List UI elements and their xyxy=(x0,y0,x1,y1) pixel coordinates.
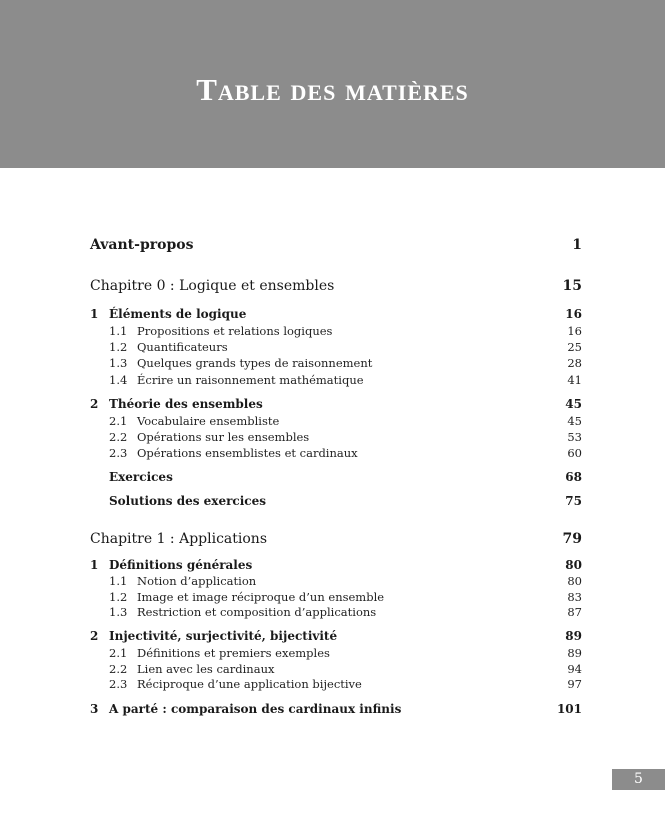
toc-section-label: A parté : comparaison des cardinaux infinis xyxy=(109,702,402,716)
toc-section-number: 1 xyxy=(90,558,99,572)
toc-subsection-label: Image et image réciproque d’un ensemble xyxy=(137,590,385,604)
toc-subsection-number: 2.2 xyxy=(109,430,128,444)
toc-section-number: 3 xyxy=(90,702,99,716)
toc-subsection-page: 25 xyxy=(567,340,582,354)
toc-subsection-label: Notion d’application xyxy=(137,574,257,588)
toc-subsection-number: 2.1 xyxy=(109,646,128,660)
toc-chapter-page: 79 xyxy=(562,531,582,547)
toc-chapter-0[interactable] xyxy=(90,278,582,296)
toc-subsection-page: 94 xyxy=(567,662,582,676)
toc-subsection-number: 2.3 xyxy=(109,677,128,691)
toc-subsection-number: 1.2 xyxy=(109,590,128,604)
toc-subsection-label: Quelques grands types de raisonnement xyxy=(137,356,373,370)
toc-subsection-number: 1.1 xyxy=(109,574,128,588)
page-title: Table des matières xyxy=(196,72,469,107)
toc-section-page: 80 xyxy=(565,558,582,572)
toc-entry-page: 1 xyxy=(572,237,582,253)
toc-section-label: Injectivité, surjectivité, bijectivité xyxy=(109,629,338,643)
toc-subsection[interactable] xyxy=(90,356,582,374)
toc-section-label: Théorie des ensembles xyxy=(109,397,263,411)
toc-subsection-number: 2.3 xyxy=(109,446,128,460)
toc-subsection-page: 97 xyxy=(567,677,582,691)
toc-section-label: Éléments de logique xyxy=(109,307,247,321)
toc-solutions-label: Solutions des exercices xyxy=(109,494,266,508)
toc-subsection-page: 41 xyxy=(567,373,582,387)
toc-subsection-number: 1.1 xyxy=(109,324,128,338)
toc-exercises-label: Exercices xyxy=(109,470,173,484)
toc-subsection-page: 16 xyxy=(567,324,582,338)
toc-section-page: 101 xyxy=(556,702,582,716)
toc-section-page: 45 xyxy=(565,397,582,411)
toc-chapter-page: 15 xyxy=(562,278,582,294)
toc-section-number: 1 xyxy=(90,307,99,321)
toc-subsection-label: Opérations ensemblistes et cardinaux xyxy=(137,446,358,460)
toc-subsection-label: Lien avec les cardinaux xyxy=(137,662,275,676)
toc-subsection-label: Définitions et premiers exemples xyxy=(137,646,330,660)
toc-section-number: 2 xyxy=(90,629,99,643)
toc-chapter-label: Chapitre 0 : Logique et ensembles xyxy=(90,278,335,294)
toc-exercises[interactable] xyxy=(90,470,582,488)
toc-section[interactable] xyxy=(90,702,582,720)
toc-subsection-page: 83 xyxy=(567,590,582,604)
toc-subsection-number: 1.3 xyxy=(109,356,128,370)
toc-subsection-label: Quantificateurs xyxy=(137,340,228,354)
toc-subsection[interactable] xyxy=(90,446,582,464)
toc-subsection[interactable] xyxy=(90,677,582,695)
toc-entry-label: Avant-propos xyxy=(90,237,194,253)
page-number-badge: 5 xyxy=(612,769,665,790)
toc-subsection-label: Écrire un raisonnement mathématique xyxy=(137,373,364,387)
toc-section-label: Définitions générales xyxy=(109,558,253,572)
toc-subsection-label: Opérations sur les ensembles xyxy=(137,430,310,444)
toc-subsection-number: 1.4 xyxy=(109,373,128,387)
toc-chapter-1[interactable] xyxy=(90,531,582,549)
toc-subsection-number: 2.2 xyxy=(109,662,128,676)
toc-section-page: 16 xyxy=(565,307,582,321)
toc-subsection-number: 1.3 xyxy=(109,605,128,619)
toc-subsection-label: Propositions et relations logiques xyxy=(137,324,333,338)
toc-section-number: 2 xyxy=(90,397,99,411)
toc-subsection-page: 45 xyxy=(567,414,582,428)
toc-subsection-page: 53 xyxy=(567,430,582,444)
toc-subsection-label: Réciproque d’une application bijective xyxy=(137,677,362,691)
toc-chapter-label: Chapitre 1 : Applications xyxy=(90,531,268,547)
toc-subsection-label: Restriction et composition d’applications xyxy=(137,605,377,619)
toc-exercises-page: 68 xyxy=(565,470,582,484)
toc-section[interactable] xyxy=(90,397,582,415)
toc-subsection[interactable] xyxy=(90,373,582,391)
toc-subsection-page: 87 xyxy=(567,605,582,619)
toc-section[interactable] xyxy=(90,629,582,647)
toc-subsection-page: 28 xyxy=(567,356,582,370)
toc-subsection-page: 80 xyxy=(567,574,582,588)
toc-entry-avant-propos[interactable] xyxy=(90,237,582,255)
toc-subsection[interactable] xyxy=(90,605,582,623)
toc-section-page: 89 xyxy=(565,629,582,643)
toc-subsection-label: Vocabulaire ensembliste xyxy=(137,414,280,428)
toc-section[interactable] xyxy=(90,307,582,325)
toc-solutions-page: 75 xyxy=(565,494,582,508)
toc-subsection-number: 2.1 xyxy=(109,414,128,428)
toc-subsection-number: 1.2 xyxy=(109,340,128,354)
toc-solutions[interactable] xyxy=(90,494,582,512)
toc-subsection-page: 60 xyxy=(567,446,582,460)
toc-subsection-page: 89 xyxy=(567,646,582,660)
